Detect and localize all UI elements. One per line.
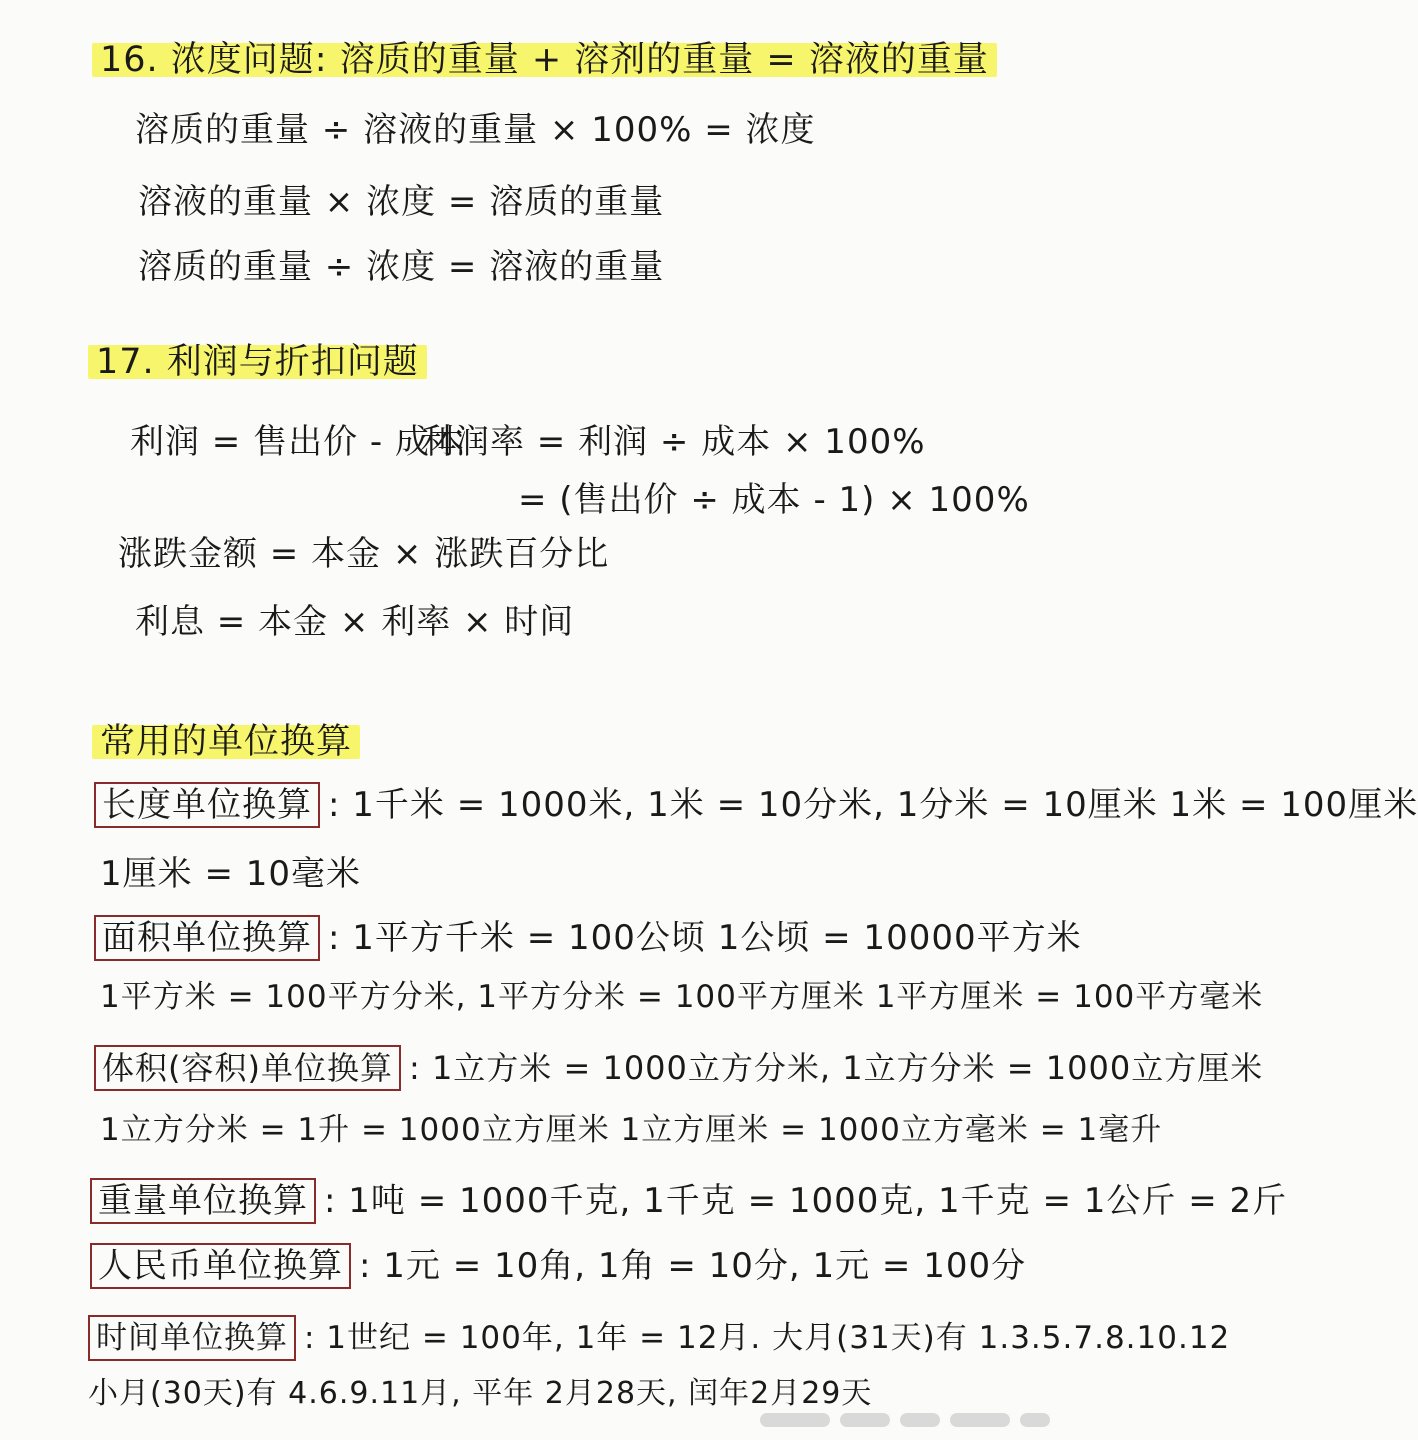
length-label: 长度单位换算 [94,782,320,828]
concentration-line-3: 溶质的重量 ÷ 浓度 = 溶液的重量 [138,247,665,287]
rmb-line-1: : 1元 = 10角, 1角 = 10分, 1元 = 100分 [359,1246,1027,1286]
profit-formula: 利润 = 售出价 - 成本 [130,422,465,462]
units-heading: 常用的单位换算 [92,722,360,762]
volume-label: 体积(容积)单位换算 [94,1045,401,1091]
interest-formula: 利息 = 本金 × 利率 × 时间 [135,602,575,642]
area-line-1: : 1平方千米 = 100公顷 1公顷 = 10000平方米 [328,918,1082,958]
section-16-title [92,38,997,82]
volume-row [94,1045,1263,1091]
concentration-line-1: 溶质的重量 ÷ 溶液的重量 × 100% = 浓度 [135,110,816,150]
change-amount-formula: 涨跌金额 = 本金 × 涨跌百分比 [118,534,610,574]
volume-line-2: 1立方分米 = 1升 = 1000立方厘米 1立方厘米 = 1000立方毫米 = 1毫升 [100,1112,1163,1148]
area-line-2: 1平方米 = 100平方分米, 1平方分米 = 100平方厘米 1平方厘米 = 100平方毫米 [100,979,1264,1015]
area-label: 面积单位换算 [94,915,320,961]
length-row [94,782,1418,828]
profit-rate-formula: 利润率 = 利润 ÷ 成本 × 100% [420,422,926,462]
length-line-2: 1厘米 = 10毫米 [100,854,361,894]
section-17-title [88,340,427,384]
profit-rate-formula-2: = (售出价 ÷ 成本 - 1) × 100% [518,480,1030,520]
time-row [88,1315,1230,1361]
length-line-1: : 1千米 = 1000米, 1米 = 10分米, 1分米 = 10厘米 1米 = 100厘米 [328,785,1418,825]
rmb-row [90,1243,1026,1289]
weight-label: 重量单位换算 [90,1178,316,1224]
time-line-2: 小月(30天)有 4.6.9.11月, 平年 2月28天, 闰年2月29天 [88,1376,873,1411]
time-label: 时间单位换算 [88,1315,296,1361]
time-line-1: : 1世纪 = 100年, 1年 = 12月. 大月(31天)有 1.3.5.7.8.10.12 [304,1320,1231,1356]
bottom-decorative-strip [760,1410,1060,1430]
volume-line-1: : 1立方米 = 1000立方分米, 1立方分米 = 1000立方厘米 [408,1049,1264,1087]
section-17-heading: 17. 利润与折扣问题 [88,342,427,382]
concentration-line-2: 溶液的重量 × 浓度 = 溶质的重量 [138,182,665,222]
units-title [92,720,360,764]
rmb-label: 人民币单位换算 [90,1243,351,1289]
weight-row [90,1178,1287,1224]
section-16-heading: 16. 浓度问题: 溶质的重量 + 溶剂的重量 = 溶液的重量 [92,40,997,80]
weight-line-1: : 1吨 = 1000千克, 1千克 = 1000克, 1千克 = 1公斤 = 2斤 [324,1181,1288,1221]
area-row [94,915,1082,961]
